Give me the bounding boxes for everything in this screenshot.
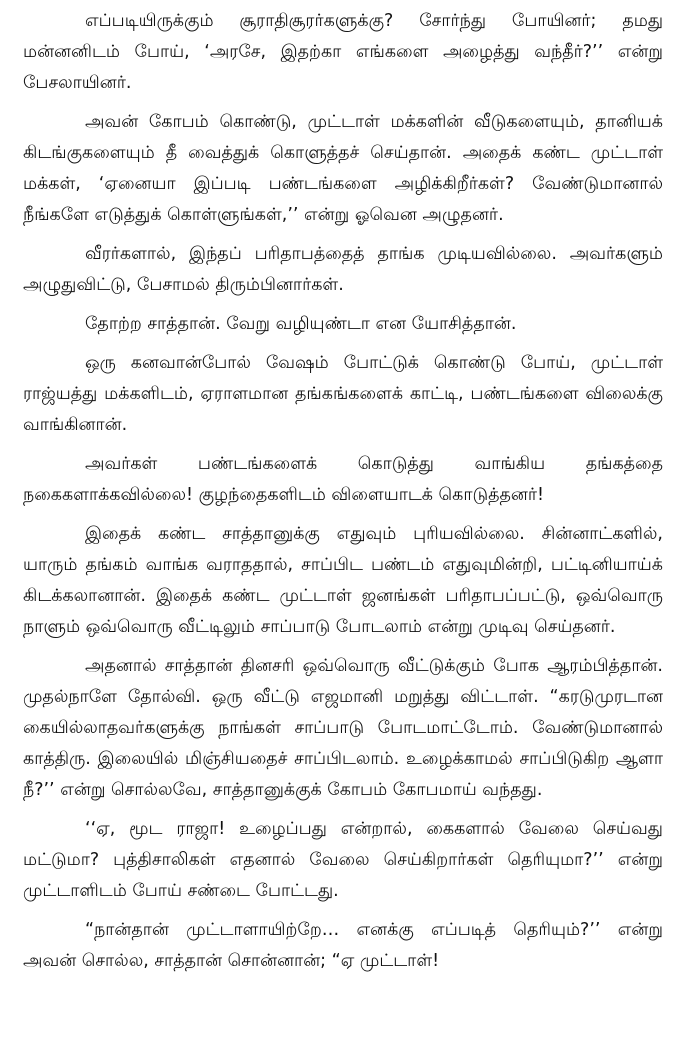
paragraph-10: “நான்தான் முட்டாளாயிற்றே… எனக்கு எப்படித் தெரியும்?’’ என்று அவன் சொல்ல, சாத்தான் சொன்னான்; “ஏ முட்டாள்!	[23, 920, 663, 971]
paragraph-4: தோற்ற சாத்தான். வேறு வழியுண்டா என யோசித்தான்.	[85, 314, 517, 334]
paragraph-3: வீரர்களால், இந்தப் பரிதாபத்தைத் தாங்க முடியவில்லை. அவர்களும் அழுதுவிட்டு, பேசாமல் திரும்பினார்கள்.	[23, 244, 663, 295]
paragraph-9: ‘‘ஏ, மூட ராஜா! உழைப்பது என்றால், கைகளால் வேலை செய்வது மட்டுமா? புத்திசாலிகள் எதனால் வேலை செய்கிறார்கள் தெரியுமா?’’ என்று முட்டாளிடம் போய் சண்டை போட்டது.	[23, 819, 663, 901]
paragraph-2: அவன் கோபம் கொண்டு, முட்டாள் மக்களின் வீடுகளையும், தானியக் கிடங்குகளையும் தீ வைத்துக் கொளுத்தச் செய்தான். அதைக் கண்ட முட்டாள் மக்கள், ‘ஏனையா இப்படி பண்டங்களை அழிக்கிறீர்கள்? வேண்டுமானால் நீங்களே எடுத்துக் கொள்ளுங்கள்,’’ என்று ஓவென அழுதனர்.	[23, 112, 663, 225]
paragraph-1: எப்படியிருக்கும் சூராதிசூரர்களுக்கு? சோர்ந்து போயினர்; தமது மன்னனிடம் போய், ‘அரசே, இதற்கா எங்களை அழைத்து வந்தீர்?’’ என்று பேசலாயினர்.	[23, 11, 663, 93]
paragraph-6: அவர்கள் பண்டங்களைக் கொடுத்து வாங்கிய தங்கத்தை நகைகளாக்கவில்லை! குழந்தைகளிடம் விளையாடக் கொடுத்தனர்!	[23, 454, 663, 505]
paragraph-8: அதனால் சாத்தான் தினசரி ஒவ்வொரு வீட்டுக்கும் போக ஆரம்பித்தான். முதல்நாளே தோல்வி. ஒரு வீட்டு எஜமானி மறுத்து விட்டாள். “கரடுமுரடான கையில்லாதவர்களுக்கு நாங்கள் சாப்பாடு போடமாட்டோம். வேண்டுமானால் காத்திரு. இலையில் மிஞ்சியதைச் சாப்பிடலாம். உழைக்காமல் சாப்பிடுகிற ஆளா நீ?’’ என்று சொல்லவே, சாத்தானுக்குக் கோபம் கோபமாய் வந்தது.	[23, 656, 663, 800]
paragraph-7: இதைக் கண்ட சாத்தானுக்கு எதுவும் புரியவில்லை. சின்னாட்களில், யாரும் தங்கம் வாங்க வராததால், சாப்பிட பண்டம் எதுவுமின்றி, பட்டினியாய்க் கிடக்கலானான். இதைக் கண்ட முட்டாள் ஜனங்கள் பரிதாபப்பட்டு, ஒவ்வொரு நாளும் ஒவ்வொரு வீட்டிலும் சாப்பாடு போடலாம் என்று முடிவு செய்தனர்.	[23, 524, 663, 637]
paragraph-5: ஒரு கனவான்போல் வேஷம் போட்டுக் கொண்டு போய், முட்டாள் ராஜ்யத்து மக்களிடம், ஏராளமான தங்கங்களைக் காட்டி, பண்டங்களை விலைக்கு வாங்கினான்.	[23, 353, 663, 435]
